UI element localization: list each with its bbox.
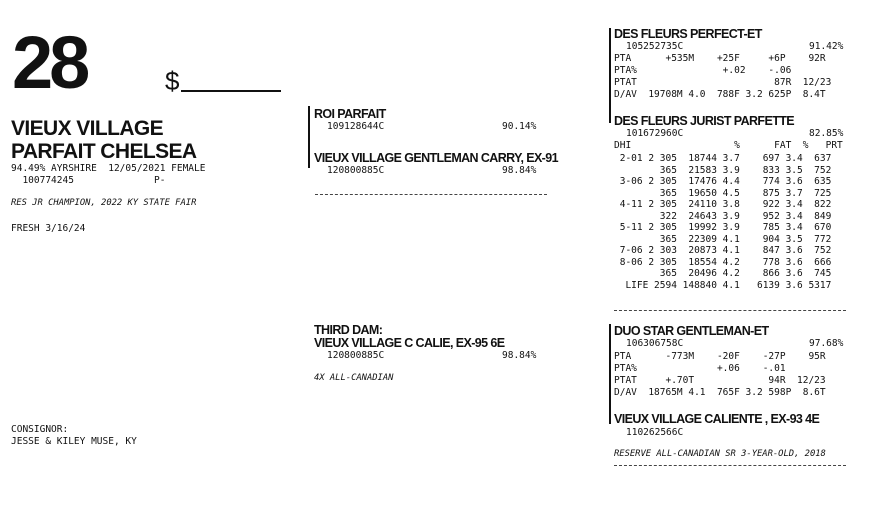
- dhi-header: DHI % FAT % PRT: [614, 140, 843, 151]
- divider: [614, 310, 846, 311]
- sire-sire-name: VIEUX VILLAGE GENTLEMAN CARRY, EX-91: [314, 151, 558, 165]
- sire-reg: 109128644C: [327, 121, 385, 132]
- granddam-bracket: [609, 324, 611, 424]
- dam-pct: 82.85%: [809, 128, 844, 139]
- dam-sire-proof-1: PTA +535M +25F +6P 92R: [614, 53, 826, 64]
- dhi-record: 322 24643 3.9 952 3.4 849: [614, 210, 832, 222]
- divider: [614, 465, 846, 466]
- sire-pct: 90.14%: [502, 121, 537, 132]
- dam-name: DES FLEURS JURIST PARFETTE: [614, 114, 795, 128]
- sire-sire-pct: 98.84%: [502, 165, 537, 176]
- dam-sire-bracket: [609, 28, 611, 123]
- third-dam-note: 4X ALL-CANADIAN: [314, 373, 394, 383]
- granddam-sire-proof-1: PTA -773M -20F -27P 95R: [614, 351, 826, 362]
- granddam-note: RESERVE ALL-CANADIAN SR 3-YEAR-OLD, 2018: [614, 449, 826, 459]
- third-dam-name: VIEUX VILLAGE C CALIE, EX-95 6E: [314, 336, 505, 350]
- cow-name-line1: VIEUX VILLAGE: [11, 117, 164, 140]
- granddam-sire-reg: 106306758C: [626, 338, 684, 349]
- sire-bracket: [308, 106, 310, 168]
- consignor-label: CONSIGNOR:: [11, 424, 69, 435]
- dhi-record: 365 21583 3.9 833 3.5 752: [614, 164, 832, 176]
- cow-award: RES JR CHAMPION, 2022 KY STATE FAIR: [11, 198, 197, 208]
- dhi-record: 365 19650 4.5 875 3.7 725: [614, 187, 832, 199]
- fresh-date: FRESH 3/16/24: [11, 223, 86, 234]
- price-line: [181, 90, 281, 92]
- price-symbol: $: [165, 66, 180, 96]
- dhi-record: 7-06 2 303 20873 4.1 847 3.6 752: [614, 245, 832, 256]
- dhi-record: 2-01 2 305 18744 3.7 697 3.4 637: [614, 153, 832, 164]
- dam-sire-proof-4: D/AV 19708M 4.0 788F 3.2 625P 8.4T: [614, 89, 826, 100]
- dam-sire-proof-2: PTA% +.02 -.06: [614, 65, 792, 76]
- granddam-sire-pct: 97.68%: [809, 338, 844, 349]
- dhi-record: 8-06 2 305 18554 4.2 778 3.6 666: [614, 256, 832, 268]
- third-dam-reg: 120800885C: [327, 350, 385, 361]
- third-dam-label: THIRD DAM:: [314, 323, 383, 337]
- cow-info: 94.49% AYRSHIRE 12/05/2021 FEMALE: [11, 163, 206, 174]
- granddam-sire-name: DUO STAR GENTLEMAN-ET: [614, 324, 769, 338]
- lot-number: 28: [12, 21, 87, 104]
- dam-sire-proof-3: PTAT 87R 12/23: [614, 77, 832, 88]
- dhi-record: 5-11 2 305 19992 3.9 785 3.4 670: [614, 222, 832, 233]
- granddam-sire-proof-2: PTA% +.06 -.01: [614, 363, 786, 374]
- dhi-record: 365 22309 4.1 904 3.5 772: [614, 233, 832, 245]
- sire-sire-reg: 120800885C: [327, 165, 385, 176]
- dhi-record: 3-06 2 305 17476 4.4 774 3.6 635: [614, 176, 832, 187]
- granddam-name: VIEUX VILLAGE CALIENTE , EX-93 4E: [614, 412, 820, 426]
- dhi-records: [614, 153, 831, 291]
- consignor-name: JESSE & KILEY MUSE, KY: [11, 436, 137, 447]
- granddam-sire-proof-4: D/AV 18765M 4.1 765F 3.2 598P 8.6T: [614, 387, 826, 398]
- sire-name: ROI PARFAIT: [314, 107, 386, 121]
- dam-reg: 101672960C: [626, 128, 684, 139]
- third-dam-pct: 98.84%: [502, 350, 537, 361]
- granddam-reg: 110262566C: [626, 427, 684, 438]
- divider: [315, 194, 547, 195]
- dam-sire-pct: 91.42%: [809, 41, 844, 52]
- granddam-sire-proof-3: PTAT +.70T 94R 12/23: [614, 375, 826, 386]
- dhi-lifetime: LIFE 2594 148840 4.1 6139 3.6 5317: [614, 279, 832, 291]
- dhi-record: 365 20496 4.2 866 3.6 745: [614, 268, 832, 279]
- dam-sire-name: DES FLEURS PERFECT-ET: [614, 27, 762, 41]
- cow-name-line2: PARFAIT CHELSEA: [11, 140, 197, 163]
- dhi-record: 4-11 2 305 24110 3.8 922 3.4 822: [614, 199, 832, 210]
- dam-sire-reg: 105252735C: [626, 41, 684, 52]
- cow-registration: 100774245 P-: [11, 175, 166, 186]
